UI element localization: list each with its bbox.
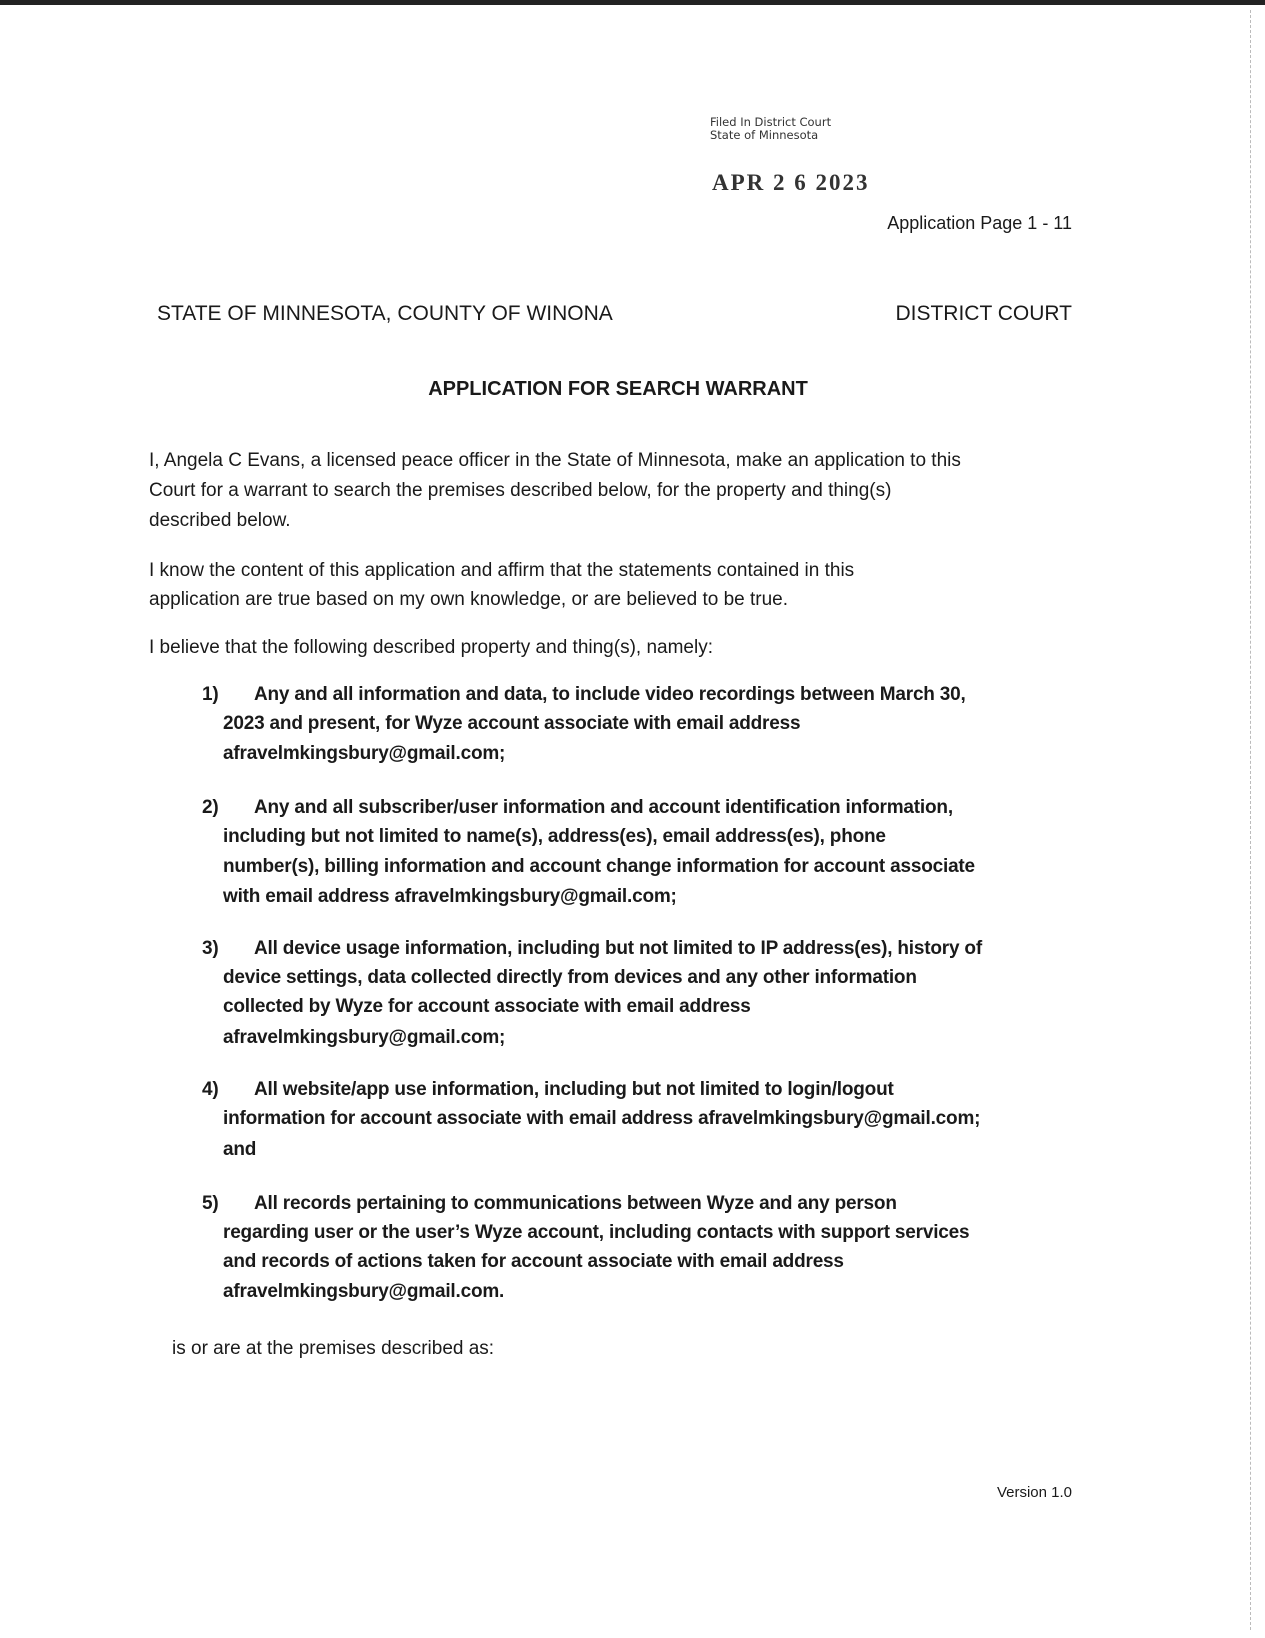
item-line: and records of actions taken for account associate with email address xyxy=(223,1251,844,1272)
item-line: including but not limited to name(s), address(es), email address(es), phone xyxy=(223,826,886,847)
item-line: Any and all subscriber/user information and account identification information, xyxy=(254,797,953,818)
item-line: 2023 and present, for Wyze account associate with email address xyxy=(223,713,801,734)
premises-line: is or are at the premises described as: xyxy=(172,1338,495,1359)
filed-stamp-line2: State of Minnesota xyxy=(710,128,819,142)
scan-right-edge xyxy=(1250,10,1252,1630)
item-line: with email address afravelmkingsbury@gmail.com; xyxy=(223,886,677,907)
item-line: All device usage information, including but not limited to IP address(es), history of xyxy=(254,938,982,959)
version-footer: Version 1.0 xyxy=(996,1484,1072,1501)
item-line: All records pertaining to communications between Wyze and any person xyxy=(254,1193,897,1214)
item-number: 1) xyxy=(202,684,219,705)
item-line: afravelmkingsbury@gmail.com; xyxy=(223,743,506,764)
item-line: collected by Wyze for account associate with email address xyxy=(223,996,751,1017)
paragraph-line: Court for a warrant to search the premises described below, for the property and thing(s) xyxy=(149,480,892,501)
paragraph-line: application are true based on my own knowledge, or are believed to be true. xyxy=(149,589,789,610)
item-line: and xyxy=(223,1139,257,1160)
paragraph-line: I know the content of this application and affirm that the statements contained in this xyxy=(149,560,855,581)
header-state-county: STATE OF MINNESOTA, COUNTY OF WINONA xyxy=(157,302,613,325)
header-court: DISTRICT COURT xyxy=(895,302,1072,325)
item-number: 3) xyxy=(202,938,219,959)
filed-stamp-date: APR 2 6 2023 xyxy=(712,170,870,195)
scan-top-edge xyxy=(0,0,1265,5)
item-line: Any and all information and data, to include video recordings between March 30, xyxy=(254,684,966,705)
paragraph-line: I believe that the following described property and thing(s), namely: xyxy=(149,637,713,658)
item-line: regarding user or the user’s Wyze account, including contacts with support services xyxy=(223,1222,970,1243)
item-line: number(s), billing information and account change information for account associate xyxy=(223,856,975,877)
paragraph-line: I, Angela C Evans, a licensed peace officer in the State of Minnesota, make an application to this xyxy=(149,450,961,471)
item-number: 5) xyxy=(202,1193,219,1214)
item-number: 4) xyxy=(202,1079,219,1100)
item-number: 2) xyxy=(202,797,219,818)
filed-stamp-line1: Filed In District Court xyxy=(710,115,832,129)
paragraph-line: described below. xyxy=(149,510,291,531)
item-line: information for account associate with email address afravelmkingsbury@gmail.com; xyxy=(223,1108,981,1129)
page-label: Application Page 1 - 11 xyxy=(887,213,1072,233)
page-title: APPLICATION FOR SEARCH WARRANT xyxy=(428,378,808,400)
item-line: All website/app use information, including but not limited to login/logout xyxy=(254,1079,894,1100)
item-line: afravelmkingsbury@gmail.com. xyxy=(223,1281,505,1302)
item-line: device settings, data collected directly from devices and any other information xyxy=(223,967,917,988)
item-line: afravelmkingsbury@gmail.com; xyxy=(223,1027,506,1048)
